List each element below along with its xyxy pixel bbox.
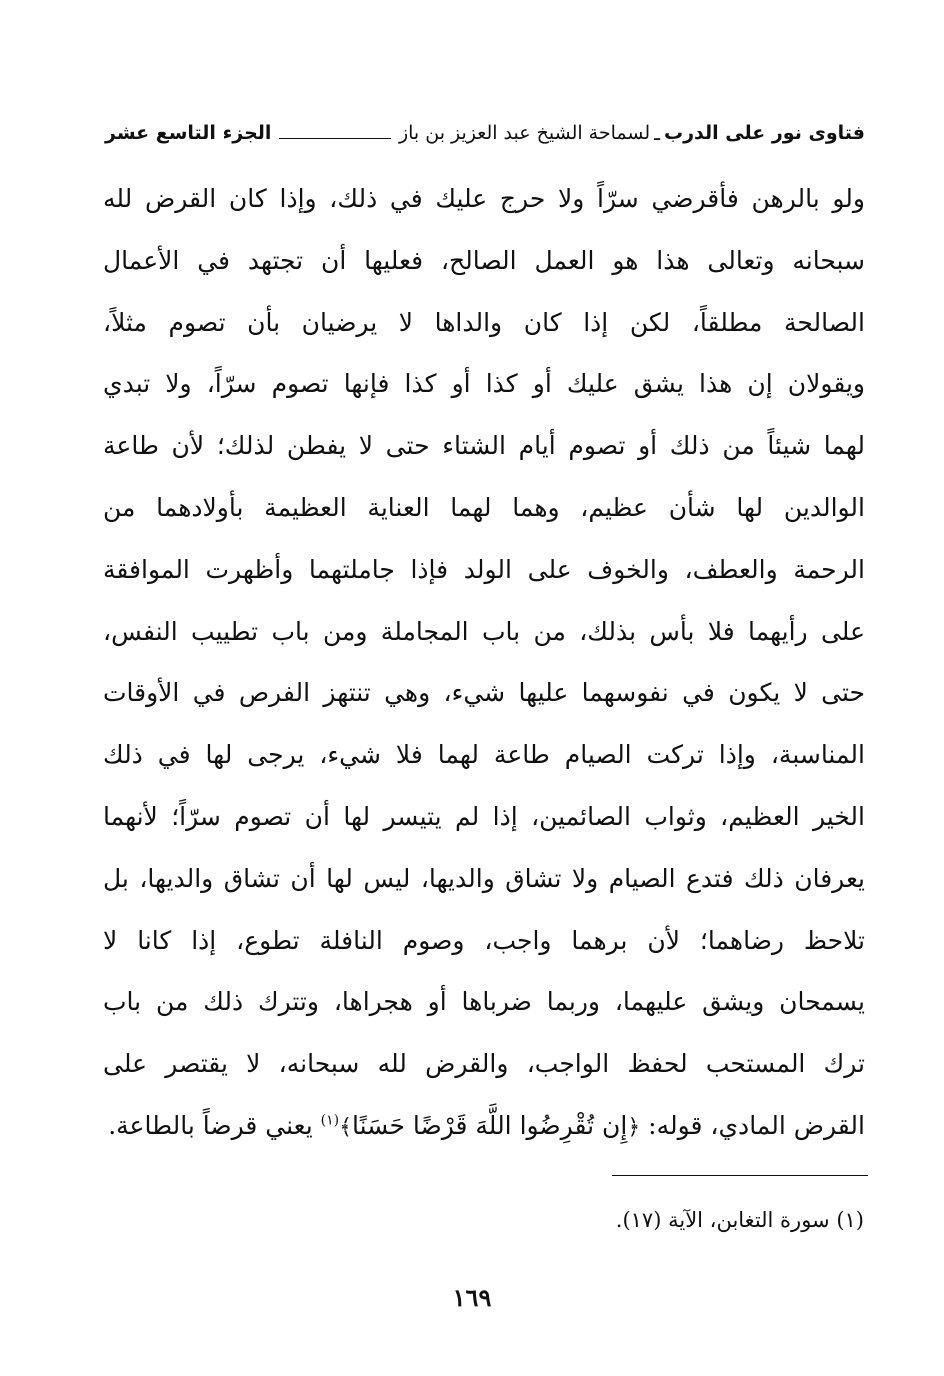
footnote-rule [612, 1175, 868, 1176]
body-line: لهما شيئاً من ذلك أو تصوم أيام الشتاء حتى لا يفطن لذلك؛ لأن طاعة [103, 431, 865, 461]
body-line: الوالدين لها شأن عظيم، وهما لهما العناية العظيمة بأولادهما من [103, 492, 865, 522]
header-part-title: الجزء التاسع عشر [105, 122, 272, 144]
body-line: تلاحظ رضاهما؛ لأن برهما واجب، وصوم النافلة تطوع، إذا كانا لا [103, 925, 865, 955]
footnote-reference: (١) [320, 1112, 340, 1129]
body-last-line [103, 1095, 865, 1157]
header-book-title: فتاوى نور على الدرب [664, 122, 865, 144]
quran-verse: إِن تُقْرِضُوا اللَّهَ قَرْضًا حَسَنًا [351, 1110, 628, 1140]
running-header [105, 113, 865, 153]
quran-open-bracket: ﴿ [627, 1114, 641, 1140]
body-line: يعرفان ذلك فتدع الصيام ولا تشاق والديها، ليس لها أن تشاق والديها، بل [103, 863, 865, 893]
body-line: الصالحة مطلقاً، لكن إذا كان والداها لا يرضيان بأن تصوم مثلاً، [103, 307, 865, 337]
body-line: الرحمة والعطف، والخوف على الولد فإذا جاملتهما وأظهرت الموافقة [103, 554, 865, 584]
header-rule [279, 138, 391, 139]
body-line: ويقولان إن هذا يشق عليك أو كذا أو كذا فإنها تصوم سرّاً، ولا تبدي [103, 369, 865, 399]
quran-close-bracket: ﴾ [339, 1114, 352, 1140]
header-author: لسماحة الشيخ عبد العزيز بن باز [398, 122, 651, 144]
body-line: المناسبة، وإذا تركت الصيام طاعة لهما فلا شيء، يرجى لها في ذلك [103, 740, 865, 770]
fatwa-body-text [103, 168, 865, 1157]
page-number: ١٦٩ [452, 1283, 492, 1312]
last-line-lead-text: القرض المادي، قوله: [640, 1110, 865, 1140]
body-line: ولو بالرهن فأقرضي سرّاً ولا حرج عليك في ذلك، وإذا كان القرض لله [103, 184, 865, 213]
body-line: الخير العظيم، وثواب الصائمين، إذا لم يتيسر لها أن تصوم سرّاً؛ لأنهما [103, 801, 865, 831]
body-line: ترك المستحب لحفظ الواجب، والقرض لله سبحانه، لا يقتصر على [103, 1049, 865, 1079]
header-separator: ـ [654, 121, 660, 145]
body-line: على رأيهما فلا بأس بذلك، من باب المجاملة ومن باب تطييب النفس، [103, 616, 865, 646]
body-line: يسمحان ويشق عليهما، وربما ضرباها أو هجراها، وتترك ذلك من باب [103, 987, 865, 1017]
body-line: سبحانه وتعالى هذا هو العمل الصالح، فعليها أن تجتهد في الأعمال [103, 245, 865, 275]
body-line: حتى لا يكون في نفوسهما عليها شيء، وهي تنتهز الفرص في الأوقات [103, 678, 865, 708]
footnote: (١) سورة التغابن، الآية (١٧). [615, 1208, 864, 1232]
last-line-tail-text: يعني قرضاً بالطاعة. [108, 1110, 321, 1140]
